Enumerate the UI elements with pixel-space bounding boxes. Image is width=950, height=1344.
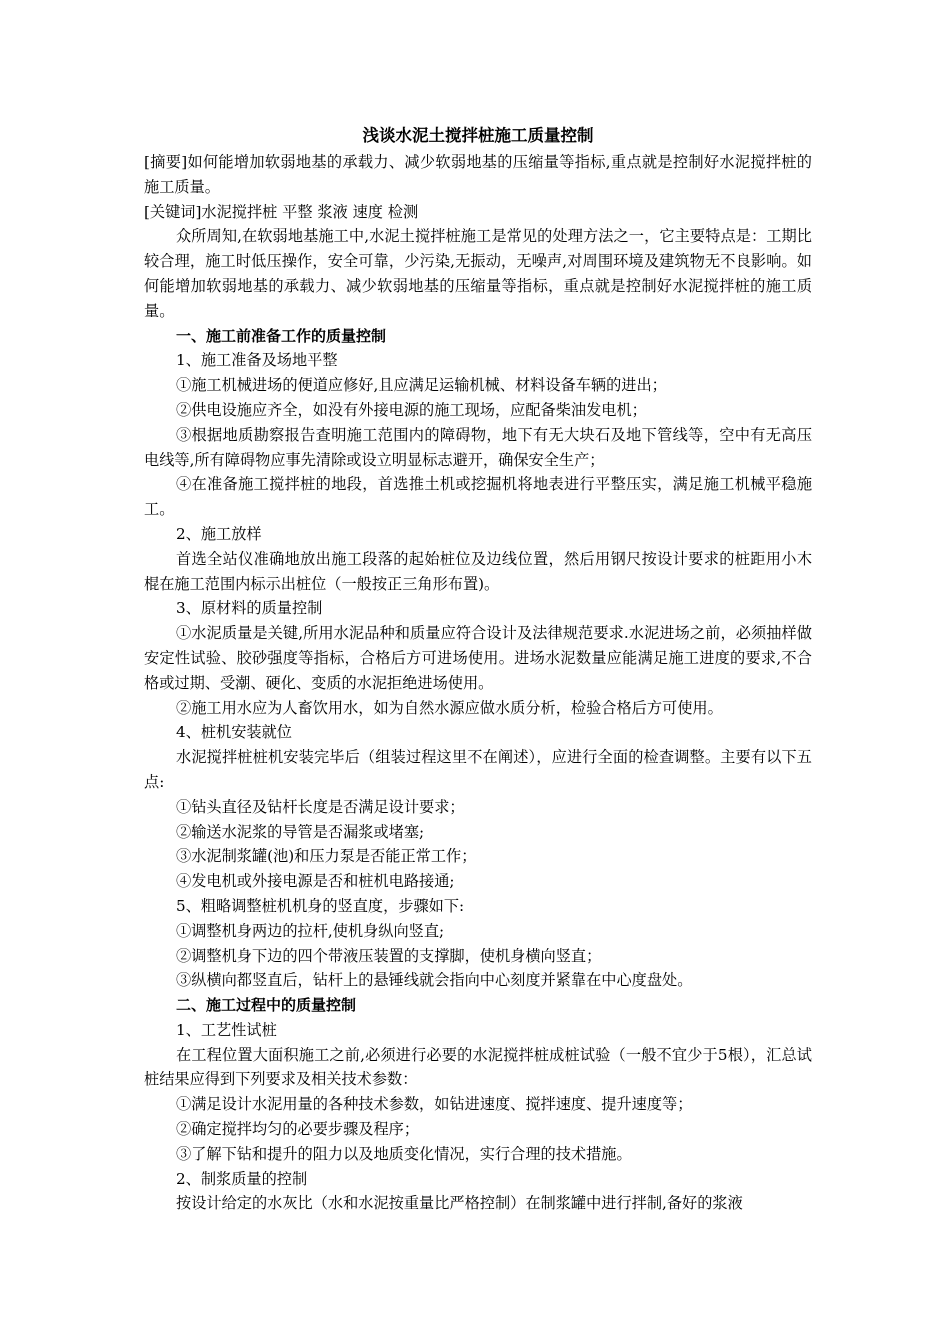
- subsection-heading: 3、原材料的质量控制: [176, 599, 323, 618]
- list-item: ②供电设施应齐全，如没有外接电源的施工现场，应配备柴油发电机；: [176, 400, 647, 419]
- body-paragraph: 首选全站仪准确地放出施工段落的起始桩位及边线位置，然后用钢尺按设计要求的桩距用小木棍在施工范围内标示出桩位（一般按正三角形布置)。: [144, 549, 812, 593]
- subsection-heading: 2、施工放样: [176, 524, 262, 543]
- list-item: ③了解下钻和提升的阻力以及地质变化情况，实行合理的技术措施。: [176, 1144, 632, 1163]
- list-item: ③纵横向都竖直后，钻杆上的悬锤线就会指向中心刻度并紧靠在中心度盘处。: [176, 971, 693, 990]
- subsection-heading: 1、施工准备及场地平整: [176, 351, 338, 370]
- list-item: ①水泥质量是关键,所用水泥品种和质量应符合设计及法律规范要求.水泥进场之前，必须抽样做安定性试验、胶砂强度等指标，合格后方可进场使用。进场水泥数量应能满足施工进度的要求,不合格或过期、受潮、硬化、变质的水泥拒绝进场使用。: [144, 624, 812, 692]
- subsection-heading: 2、制浆质量的控制: [176, 1169, 308, 1188]
- intro-paragraph: 众所周知,在软弱地基施工中,水泥土搅拌桩施工是常见的处理方法之一，它主要特点是：工期比较合理，施工时低压操作，安全可靠，少污染,无振动，无噪声,对周围环境及建筑物无不良影响。如何能增加软弱地基的承载力、减少软弱地基的压缩量等指标，重点就是控制好水泥搅拌桩的施工质量。: [144, 227, 812, 320]
- document-title: 浅谈水泥土搅拌桩施工质量控制: [362, 126, 594, 145]
- list-item: ②确定搅拌均匀的必要步骤及程序；: [176, 1120, 419, 1139]
- list-item: ①满足设计水泥用量的各种技术参数，如钻进速度、搅拌速度、提升速度等；: [176, 1095, 693, 1114]
- list-item: ①钻头直径及钻杆长度是否满足设计要求；: [176, 797, 465, 816]
- abstract-paragraph: [摘要]如何能增加软弱地基的承载力、减少软弱地基的压缩量等指标,重点就是控制好水泥搅拌桩的施工质量。: [144, 153, 812, 196]
- list-item: ④在准备施工搅拌桩的地段，首选推土机或挖掘机将地表进行平整压实，满足施工机械平稳施工。: [144, 475, 812, 519]
- body-paragraph: 按设计给定的水灰比（水和水泥按重量比严格控制）在制浆罐中进行拌制,备好的浆液: [176, 1194, 743, 1213]
- list-item: ②调整机身下边的四个带液压装置的支撑脚，使机身横向竖直；: [176, 946, 602, 965]
- section-heading-2: 二、施工过程中的质量控制: [176, 996, 357, 1015]
- subsection-heading: 5、粗略调整桩机机身的竖直度，步骤如下:: [176, 896, 465, 915]
- document-page: [144, 122, 812, 1216]
- list-item: ②施工用水应为人畜饮用水，如为自然水源应做水质分析，检验合格后方可使用。: [176, 698, 723, 717]
- list-item: ②输送水泥浆的导管是否漏浆或堵塞;: [176, 822, 425, 841]
- body-paragraph: 在工程位置大面积施工之前,必须进行必要的水泥搅拌桩成桩试验（一般不宜少于5根），汇总试桩结果应得到下列要求及相关技术参数：: [144, 1045, 812, 1089]
- list-item: ①施工机械进场的便道应修好,且应满足运输机械、材料设备车辆的进出；: [176, 376, 667, 395]
- body-paragraph: 水泥搅拌桩桩机安装完毕后（组装过程这里不在阐述），应进行全面的检查调整。主要有以下五点:: [144, 748, 812, 791]
- list-item: ③根据地质勘察报告查明施工范围内的障碍物，地下有无大块石及地下管线等，空中有无高压电线等,所有障碍物应事先清除或设立明显标志避开，确保安全生产；: [144, 425, 812, 469]
- list-item: ①调整机身两边的拉杆,使机身纵向竖直;: [176, 921, 445, 940]
- section-heading-1: 一、施工前准备工作的质量控制: [176, 326, 387, 345]
- keywords-paragraph: [关键词]水泥搅拌桩 平整 浆液 速度 检测: [144, 202, 419, 221]
- list-item: ③水泥制浆罐(池)和压力泵是否能正常工作；: [176, 847, 477, 866]
- subsection-heading: 1、工艺性试桩: [176, 1020, 277, 1039]
- subsection-heading: 4、桩机安装就位: [176, 723, 292, 742]
- list-item: ④发电机或外接电源是否和桩机电路接通;: [176, 872, 455, 891]
